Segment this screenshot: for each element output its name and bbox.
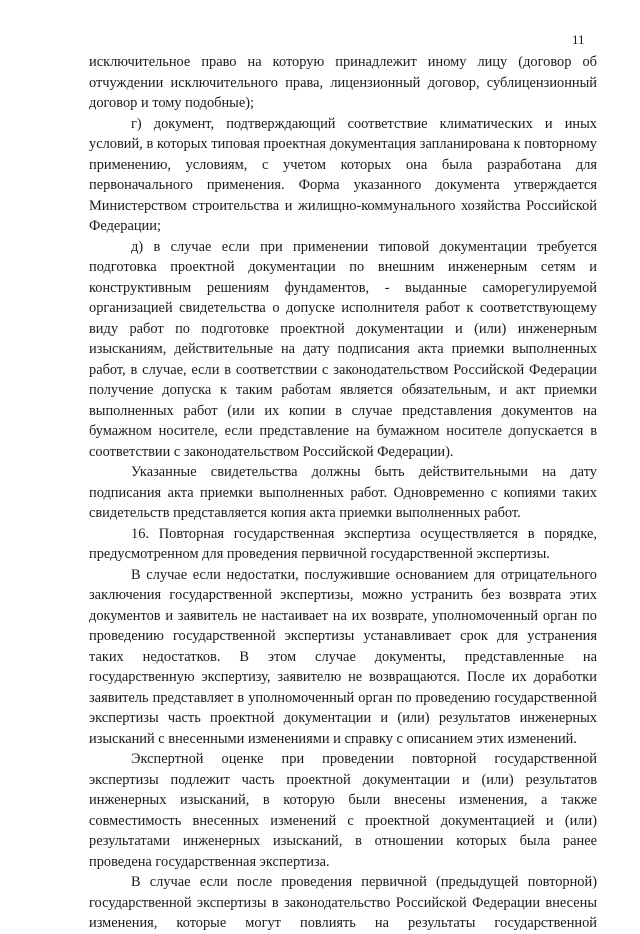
document-body [89,52,597,934]
paragraph-certificates: Указанные свидетельства должны быть действительными на дату подписания акта приемки выполненных работ. Одновременно с копиями таких свидетельств представляется копия акта приемки выполненных работ. [89,464,597,521]
paragraph-legislation-changes: В случае если после проведения первичной (предыдущей повторной) государственной экспертизы в законодательство Российской Федерации внесены изменения, которые могут повлиять на результаты государственной [89,874,597,931]
paragraph-continuation: исключительное право на которую принадлежит иному лицу (договор об отчуждении исключительного права, лицензионный договор, сублицензионный договор и тому подобные); [89,54,597,111]
paragraph-section-16: 16. Повторная государственная экспертиза осуществляется в порядке, предусмотренном для проведения первичной государственной экспертизы. [89,525,597,562]
paragraph-deficiencies: В случае если недостатки, послужившие основанием для отрицательного заключения государственной экспертизы, можно устранить без возврата этих документов и заявитель не настаивает на их возврате, уполномоченный орган по проведению государственной экспертизы устанавливает срок для устранения таких недостатков. В этом случае документы, представленные на государственную экспертизу, заявителю не возвращаются. После их доработки заявитель представляет в уполномоченный орган по проведению государственной экспертизы часть проектной документации и (или) результатов инженерных изысканий с внесенными изменениями и справку с описанием этих изменений. [89,566,597,747]
paragraph-expert-assessment: Экспертной оценке при проведении повторной государственной экспертизы подлежит часть проектной документации и (или) результатов инженерных изысканий, в которую были внесены изменения, а также совместимость внесенных изменений с проектной документацией и (или) результатами инженерных изысканий, в отношении которых была ранее проведена государственная экспертиза. [89,751,597,870]
page-number: 11 [572,32,585,47]
paragraph-item-d: д) в случае если при применении типовой документации требуется подготовка проектной документации по внешним инженерным сетям и конструктивным решениям фундаментов, - выданные саморегулируемой организацией свидетельства о допуске исполнителя работ к соответствующему виду работ по подготовке проектной документации и (или) инженерным изысканиям, действительные на дату подписания акта приемки выполненных работ, в случае, если в соответствии с законодательством Российской Федерации получение допуска к таким работам является обязательным, и акт приемки выполненных работ (или их копии в случае представления документов на бумажном носителе, если представление на бумажном носителе допускается в соответствии с законодательством Российской Федерации). [89,238,597,460]
paragraph-item-g: г) документ, подтверждающий соответствие климатических и иных условий, в которых типовая проектная документация запланирована к повторному применению, условиям, с учетом которых она была разработана для первоначального применения. Форма указанного документа утверждается Министерством строительства и жилищно-коммунального хозяйства Российской Федерации; [89,115,597,234]
